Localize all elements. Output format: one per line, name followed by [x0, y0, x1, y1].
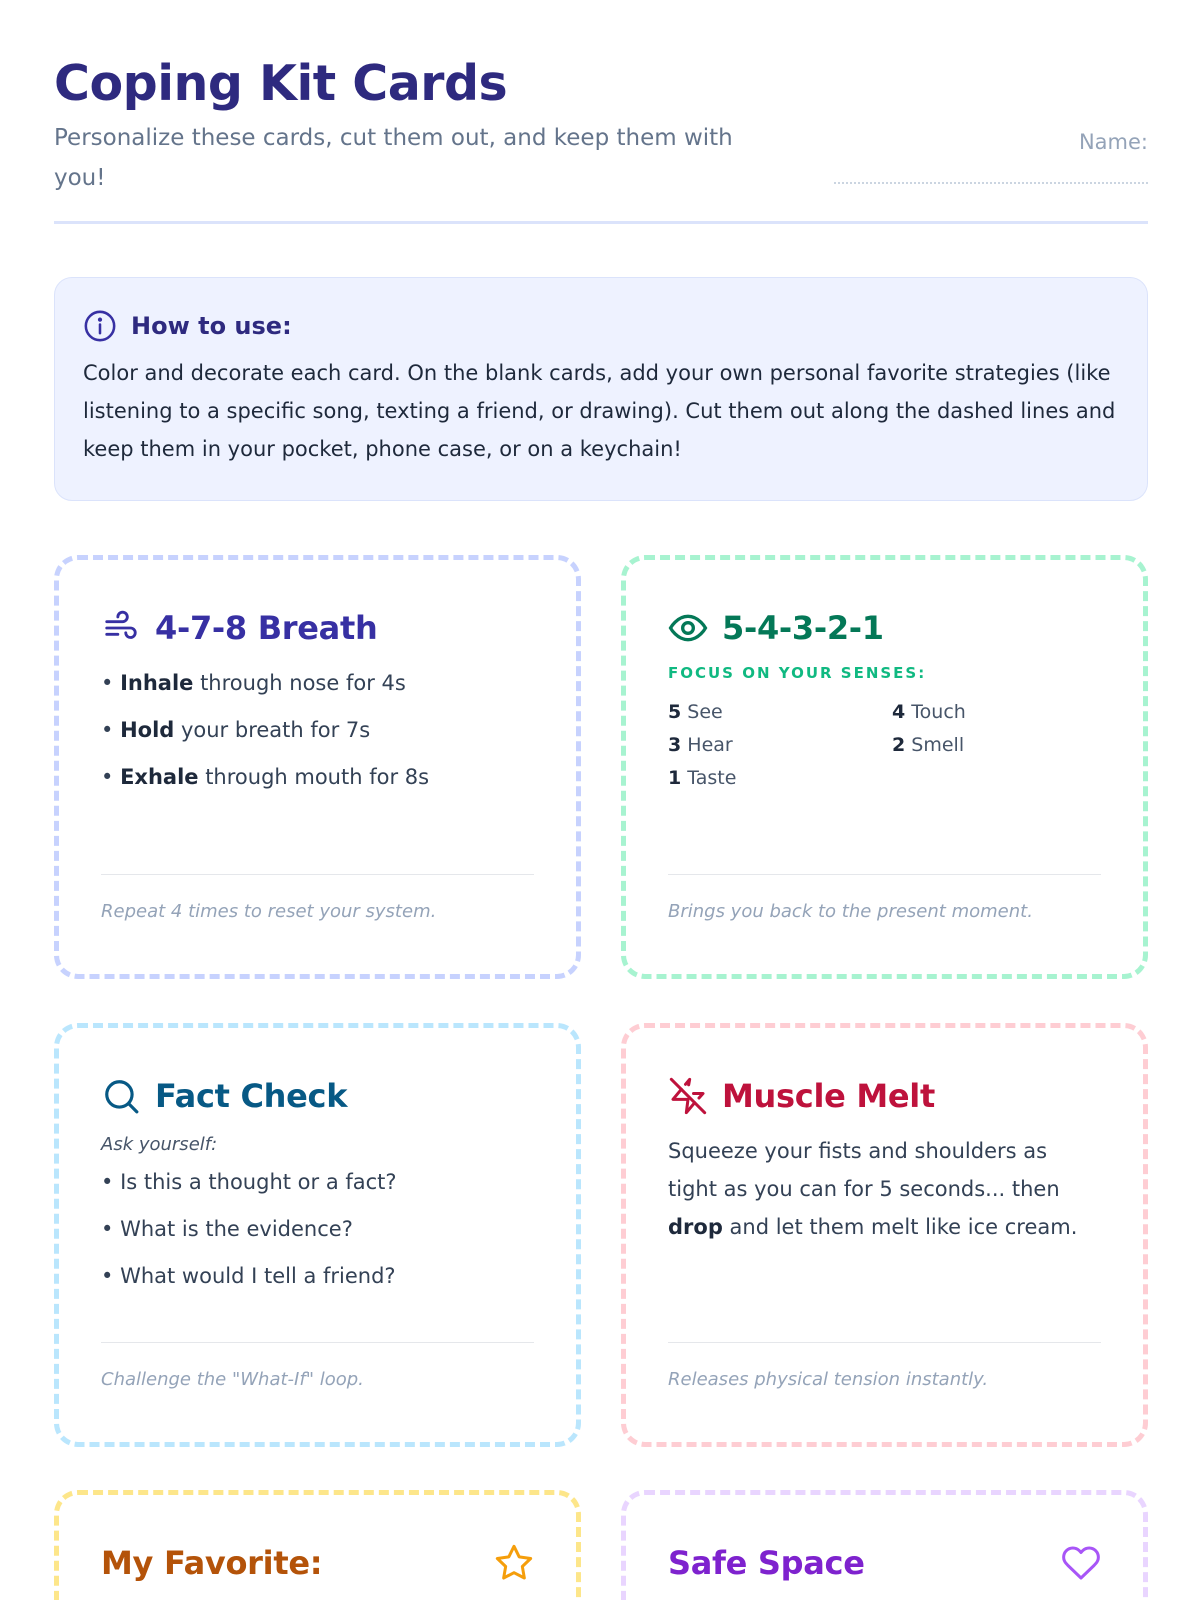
- search-icon: [101, 1076, 141, 1116]
- card-my-favorite: [54, 1490, 581, 1600]
- card-fact-footer: Challenge the "What-If" loop.: [101, 1342, 534, 1390]
- breath-step: • Inhale through nose for 4s: [101, 660, 534, 707]
- card-senses-header: [668, 606, 1101, 650]
- name-label: Name:: [1078, 130, 1148, 154]
- card-muscle-melt: [621, 1023, 1148, 1447]
- sense-item: 3 Hear: [668, 734, 733, 756]
- fact-question: • Is this a thought or a fact?: [101, 1159, 534, 1206]
- zap-off-icon: [668, 1076, 708, 1116]
- card-senses: [621, 555, 1148, 979]
- name-field-line[interactable]: [834, 182, 1148, 184]
- card-favorite-title: My Favorite:: [101, 1544, 323, 1582]
- breath-step: • Hold your breath for 7s: [101, 707, 534, 754]
- card-muscle-header: [668, 1074, 1101, 1118]
- sense-item: 1 Taste: [668, 767, 737, 789]
- page-subtitle: Personalize these cards, cut them out, and keep them with you!: [54, 125, 733, 191]
- fact-questions: [101, 1159, 534, 1300]
- card-fact-header: [101, 1074, 534, 1118]
- card-safe-space: [621, 1490, 1148, 1600]
- card-breath-header: [101, 606, 534, 650]
- how-to-use-text: Color and decorate each card. On the blank cards, add your own personal favorite strategies (like listening to a specific song, texting a friend, or drawing). Cut them out along the dashed lines and keep them in your pocket, phone case, or on a keychain!: [83, 361, 1116, 461]
- card-muscle-title: Muscle Melt: [722, 1077, 935, 1115]
- star-icon: [494, 1543, 534, 1583]
- sense-item: 5 See: [668, 701, 723, 723]
- card-favorite-header: [101, 1541, 534, 1585]
- sense-item: 2 Smell: [892, 734, 965, 756]
- page-title: Coping Kit Cards: [54, 55, 508, 112]
- page-header: [54, 48, 1148, 224]
- card-breath-title: 4-7-8 Breath: [155, 609, 378, 647]
- breath-step: • Exhale through mouth for 8s: [101, 754, 534, 801]
- card-muscle-footer: Releases physical tension instantly.: [668, 1342, 1101, 1390]
- muscle-instructions: Squeeze your fists and shoulders as tight as you can for 5 seconds... then drop and let them melt like ice cream.: [668, 1139, 1078, 1239]
- senses-grid: [668, 696, 1101, 795]
- senses-kicker: FOCUS ON YOUR SENSES:: [668, 664, 927, 682]
- card-breath: [54, 555, 581, 979]
- card-safe-header: [668, 1541, 1101, 1585]
- sense-item: 4 Touch: [892, 701, 966, 723]
- card-fact-check: [54, 1023, 581, 1447]
- eye-icon: [668, 608, 708, 648]
- card-senses-footer: Brings you back to the present moment.: [668, 874, 1101, 922]
- how-to-use-header: [83, 308, 1119, 344]
- card-fact-title: Fact Check: [155, 1077, 348, 1115]
- how-to-use-box: [54, 277, 1148, 501]
- heart-icon: [1061, 1543, 1101, 1583]
- fact-ask-label: Ask yourself:: [101, 1134, 218, 1155]
- breath-steps: [101, 660, 534, 801]
- how-to-use-title: How to use:: [131, 312, 292, 340]
- info-icon: [83, 309, 117, 343]
- card-safe-title: Safe Space: [668, 1544, 865, 1582]
- wind-icon: [101, 608, 141, 648]
- card-senses-title: 5-4-3-2-1: [722, 609, 884, 647]
- card-breath-footer: Repeat 4 times to reset your system.: [101, 874, 534, 922]
- fact-question: • What would I tell a friend?: [101, 1253, 534, 1300]
- fact-question: • What is the evidence?: [101, 1206, 534, 1253]
